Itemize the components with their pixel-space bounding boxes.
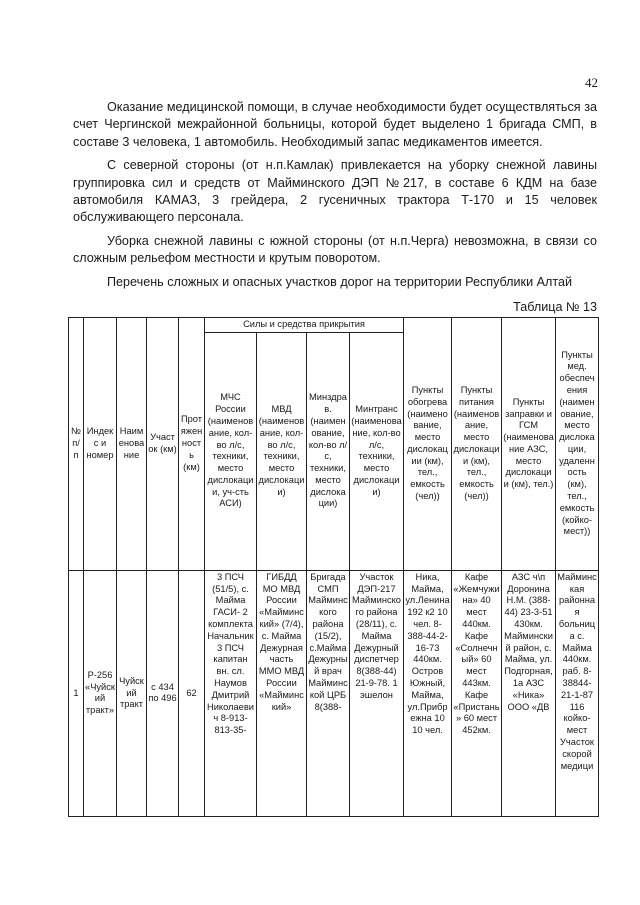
header-food: Пункты питания (наименование, место дислокации (км), тел., емкость (чел)) xyxy=(452,318,502,571)
table-caption: Таблица № 13 xyxy=(513,300,597,314)
header-num: № п/п xyxy=(69,318,84,571)
cell-fuel: АЗС ч\п Доронина Н.М. (388-44) 23-3-51 430км. Майминский район, с. Майма, ул. Подгорная, 1а АЗС «Ника» ООО «ДВ xyxy=(502,570,556,816)
header-minzdrav: Минздрав. (наименование, кол-во л/с, техники, место дислокации) xyxy=(307,332,350,570)
header-section: Участок (км) xyxy=(147,318,179,571)
header-length: Протяженность (км) xyxy=(179,318,205,571)
page-number: 42 xyxy=(585,75,598,90)
cell-length: 62 xyxy=(179,570,205,816)
paragraph-north-forces: С северной стороны (от н.п.Камлак) привлекается на уборку снежной лавины группировка сил и средств от Майминского ДЭП №217, в составе 6 КДМ на базе автомобиля КАМАЗ, 3 грейдера, 2 гусеничных трактора Т-170 и 15 человек обслуживающего персонала. xyxy=(73,158,597,225)
body-text xyxy=(73,99,597,297)
cell-section: с 434 по 496 xyxy=(147,570,179,816)
table-row xyxy=(69,570,599,816)
roads-table xyxy=(68,317,599,817)
cell-mchs: 3 ПСЧ (51/5), с. Майма ГАСИ- 2 комплекта Начальник 3 ПСЧ капитан вн. сл. Наумов Дмитрий Николаевич 8-913-813-35- xyxy=(205,570,257,816)
header-medical: Пункты мед. обеспечения (наименование, место дислокации, удаленность (км), тел., емкость (койко-мест)) xyxy=(556,318,599,571)
cell-name: Чуйский тракт xyxy=(117,570,147,816)
cell-minzdrav: Бригада СМП Майминского района (15/2), с.Майма Дежурный врач Майминской ЦРБ 8(388- xyxy=(307,570,350,816)
cell-heating: Ника, Майма, ул.Ленина 192 к2 10 чел. 8-388-44-2-16-73 440км. Остров Южный, Майма, ул.Прибрежна 10 10 чел. xyxy=(404,570,452,816)
paragraph-medical-aid: Оказание медицинской помощи, в случае необходимости будет осуществляться за счет Чергинской межрайонной больницы, которой будет выделено 1 бригада СМП, в составе 3 человека, 1 автомобиль. Необходимый запас медикаментов имеется. xyxy=(73,100,597,149)
header-heating: Пункты обогрева (наименование, место дислокации (км), тел., емкость (чел)) xyxy=(404,318,452,571)
header-mchs: МЧС России (наименование, кол-во л/с, техники, место дислокации, уч-сть АСИ) xyxy=(205,332,257,570)
header-mvd: МВД (наименование, кол-во л/с, техники, место дислокации) xyxy=(257,332,307,570)
header-mintrans: Минтранс (наименование, кол-во л/с, техники, место дислокации) xyxy=(350,332,404,570)
header-name: Наименование xyxy=(117,318,147,571)
cell-index: Р-256 «Чуйский тракт» xyxy=(84,570,117,816)
header-index: Индекс и номер xyxy=(84,318,117,571)
paragraph-south-clearing: Уборка снежной лавины с южной стороны (от н.п.Черга) невозможна, в связи со сложным рельефом местности и крутым поворотом. xyxy=(73,233,597,266)
cell-mintrans: Участок ДЭП-217 Майминского района (28/11), с. Майма Дежурный диспетчер 8(388-44) 21-9-78. 1 эшелон xyxy=(350,570,404,816)
cell-mvd: ГИБДД МО МВД России «Майминский» (7/4), с. Майма Дежурная часть ММО МВД России «Майминский» xyxy=(257,570,307,816)
cell-food: Кафе «Жемчужина» 40 мест 440км. Кафе «Солнечный» 60 мест 443км. Кафе «Пристань» 60 мест 452км. xyxy=(452,570,502,816)
header-fuel: Пункты заправки и ГСМ (наименование АЗС, место дислокации (км), тел.) xyxy=(502,318,556,571)
table-header-row-top xyxy=(69,318,599,333)
cell-num: 1 xyxy=(69,570,84,816)
header-forces-group: Силы и средства прикрытия xyxy=(205,318,404,333)
cell-medical: Майминская районная больница с. Майма 440км. раб. 8-38844-21-1-87 116 койко-мест Участок скорой медици xyxy=(556,570,599,816)
table-heading: Перечень сложных и опасных участков дорог на территории Республики Алтай xyxy=(107,274,573,289)
